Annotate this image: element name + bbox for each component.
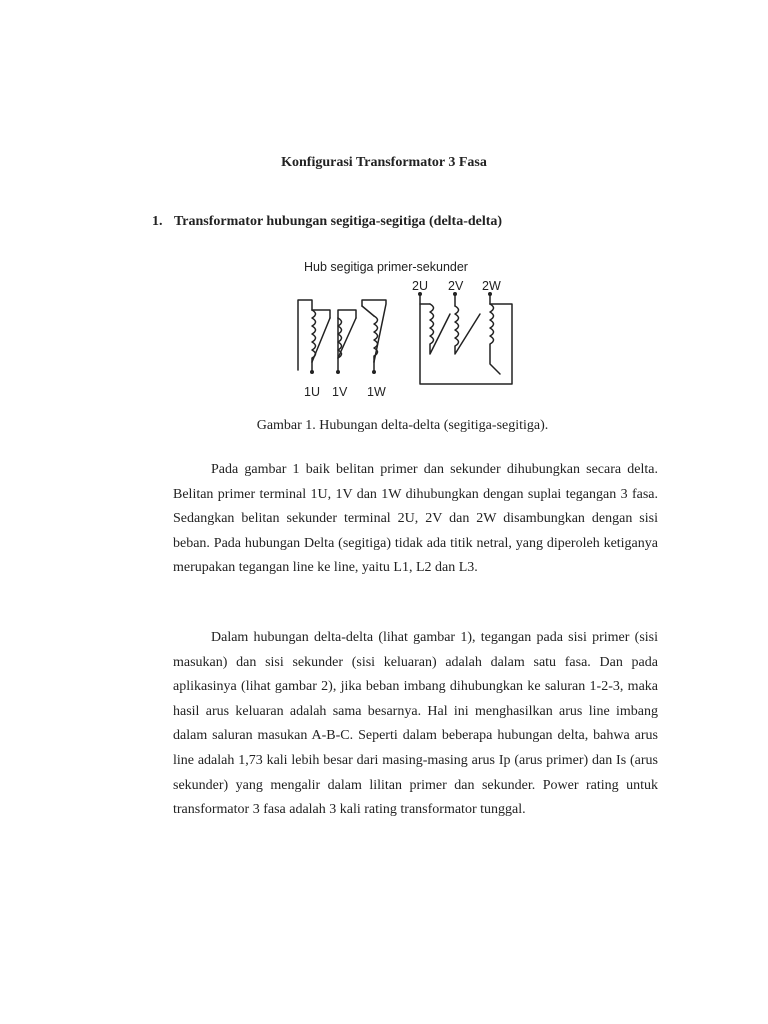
section-number: 1. (152, 214, 163, 229)
terminal-label-1v: 1V (332, 385, 348, 399)
terminal-label-1w: 1W (367, 385, 386, 399)
section-heading-text: Transformator hubungan segitiga-segitiga (delta-delta) (174, 214, 503, 229)
secondary-winding-group (420, 294, 512, 384)
primary-diagonal (362, 306, 374, 316)
section-heading (152, 214, 502, 230)
primary-winding-group (298, 300, 386, 372)
secondary-coil-v (455, 306, 480, 354)
paragraph: Pada gambar 1 baik belitan primer dan sekunder dihubungkan secara delta. Belitan primer terminal 1U, 1V dan 1W dihubungkan dengan suplai tegangan 3 fasa. Sedangkan belitan sekunder terminal 2U, 2V dan 2W disambungkan dengan sisi beban. Pada hubungan Delta (segitiga) tidak ada titik netral, yang diperoleh ketiganya merupakan tegangan line ke line, yaitu L1, L2 dan L3. (173, 462, 658, 576)
terminal-label-2v: 2V (448, 279, 464, 293)
secondary-coil-w (490, 304, 500, 374)
delta-delta-diagram (290, 254, 520, 404)
terminal-label-1u: 1U (304, 385, 320, 399)
terminal-label-2w: 2W (482, 279, 501, 293)
document-title: Konfigurasi Transformator 3 Fasa (281, 155, 487, 170)
terminal-dot-1w (372, 370, 376, 374)
primary-connection-line (338, 310, 356, 318)
delta-delta-diagram-svg (290, 254, 520, 404)
primary-connection-line (298, 300, 312, 370)
terminal-dot-1u (310, 370, 314, 374)
figure-caption: Gambar 1. Hubungan delta-delta (segitiga-segitiga). (256, 418, 549, 433)
diagram-title: Hub segitiga primer-sekunder (304, 260, 468, 274)
paragraph: Dalam hubungan delta-delta (lihat gambar 1), tegangan pada sisi primer (sisi masukan) dan sisi sekunder (sisi keluaran) adalah dalam satu fasa. Dan pada aplikasinya (lihat gambar 2), jika beban imbang dihubungkan ke saluran 1-2-3, maka hasil arus keluaran adalah sama besarnya. Hal ini menghasilkan arus line imbang dalam saluran masukan A-B-C. Seperti dalam beberapa hubungan delta, bahwa arus line adalah 1,73 kali lebih besar dari masing-masing arus Ip (arus primer) dan Is (arus sekunder) yang mengalir dalam lilitan primer dan sekunder. Power rating untuk transformator 3 fasa adalah 3 kali rating transformator tunggal. (173, 630, 658, 818)
secondary-coil-u (430, 304, 450, 354)
terminal-label-2u: 2U (412, 279, 428, 293)
terminal-dot-1v (336, 370, 340, 374)
primary-coil-w (374, 316, 378, 362)
